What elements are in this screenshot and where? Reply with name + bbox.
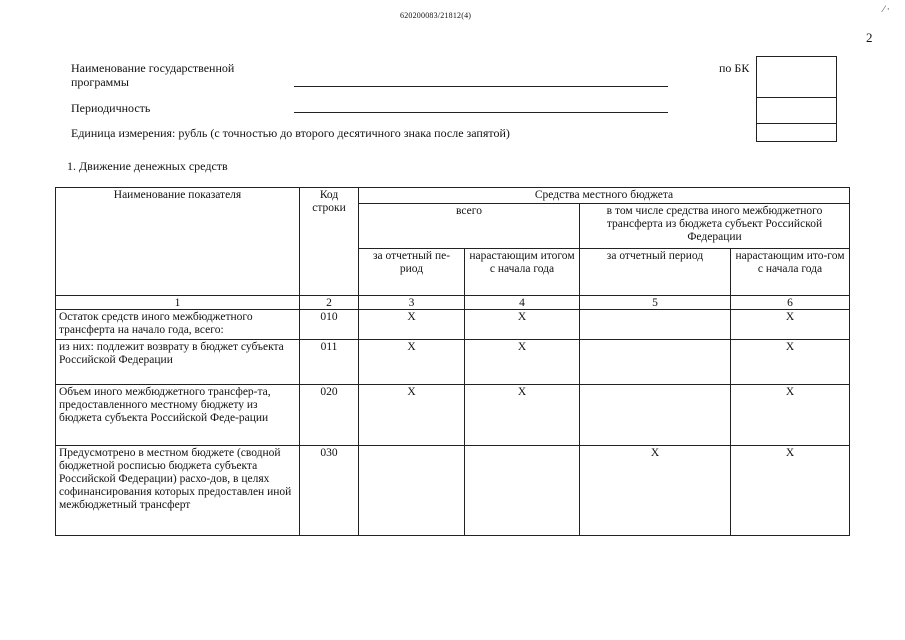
cell-col6: X: [731, 446, 850, 536]
program-label: [71, 61, 234, 89]
unit-label: Единица измерения: рубль (с точностью до второго десятичного знака после запятой): [71, 126, 510, 140]
column-number: 1: [56, 296, 300, 310]
header-cumulative-1: нарастающим итогом с начала года: [465, 249, 580, 296]
table-row: [56, 446, 850, 536]
header-cumulative-2: нарастающим ито-гом с начала года: [731, 249, 850, 296]
cell-col6: X: [731, 385, 850, 446]
page-number: 2: [866, 30, 873, 45]
cell-col5: [580, 340, 731, 385]
program-label-line1: Наименование государственной: [71, 61, 235, 75]
code-box-bk: [756, 56, 837, 98]
column-number: 4: [465, 296, 580, 310]
cell-col4: X: [465, 310, 580, 340]
column-number-row: [56, 296, 850, 310]
periodicity-label: Периодичность: [71, 101, 151, 115]
row-code: 030: [300, 446, 359, 536]
cell-col3: X: [359, 340, 465, 385]
header-period-2: за отчетный период: [580, 249, 731, 296]
cell-col3: X: [359, 310, 465, 340]
table-row: [56, 310, 850, 340]
corner-scan-mark: ⁄ ·: [883, 4, 890, 14]
cell-col5: [580, 385, 731, 446]
header-total: всего: [359, 204, 580, 249]
header-period-1: за отчетный пе-риод: [359, 249, 465, 296]
row-name: Остаток средств иного межбюджетного трансферта на начало года, всего:: [56, 310, 300, 340]
row-name: Объем иного межбюджетного трансфер-та, предоставленного местному бюджету из бюджета субъекта Российской Феде-рации: [56, 385, 300, 446]
header-code: Код строки: [300, 188, 359, 296]
cell-col4: X: [465, 340, 580, 385]
program-field-line: [294, 86, 668, 87]
column-number: 5: [580, 296, 731, 310]
row-code: 011: [300, 340, 359, 385]
cell-col3: [359, 446, 465, 536]
row-name: Предусмотрено в местном бюджете (сводной бюджетной росписью бюджета субъекта Российской Федерации) расхо-дов, в целях софинансирования которых предоставлен иной межбюджетный трансферт: [56, 446, 300, 536]
program-label-line2: программы: [71, 75, 129, 89]
cash-flow-table: [55, 187, 850, 536]
cell-col4: [465, 446, 580, 536]
cell-col6: X: [731, 340, 850, 385]
cell-col5: X: [580, 446, 731, 536]
code-box-unit: [756, 123, 837, 142]
section-title: 1. Движение денежных средств: [67, 159, 228, 173]
cell-col5: [580, 310, 731, 340]
cell-col4: X: [465, 385, 580, 446]
cell-col6: X: [731, 310, 850, 340]
column-number: 6: [731, 296, 850, 310]
column-number: 2: [300, 296, 359, 310]
bk-label: по БК: [719, 61, 750, 75]
document-id: 620200083/21812(4): [400, 11, 472, 20]
row-name: из них: подлежит возврату в бюджет субъекта Российской Федерации: [56, 340, 300, 385]
header-incl-transfer: в том числе средства иного межбюджетного трансферта из бюджета субъект Российской Федерации: [580, 204, 850, 249]
periodicity-field-line: [294, 112, 668, 113]
row-code: 010: [300, 310, 359, 340]
cell-col3: X: [359, 385, 465, 446]
header-local-budget: Средства местного бюджета: [359, 188, 850, 204]
table-row: [56, 340, 850, 385]
header-indicator: Наименование показателя: [56, 188, 300, 296]
row-code: 020: [300, 385, 359, 446]
table-row: [56, 385, 850, 446]
code-box-periodicity: [756, 97, 837, 124]
column-number: 3: [359, 296, 465, 310]
